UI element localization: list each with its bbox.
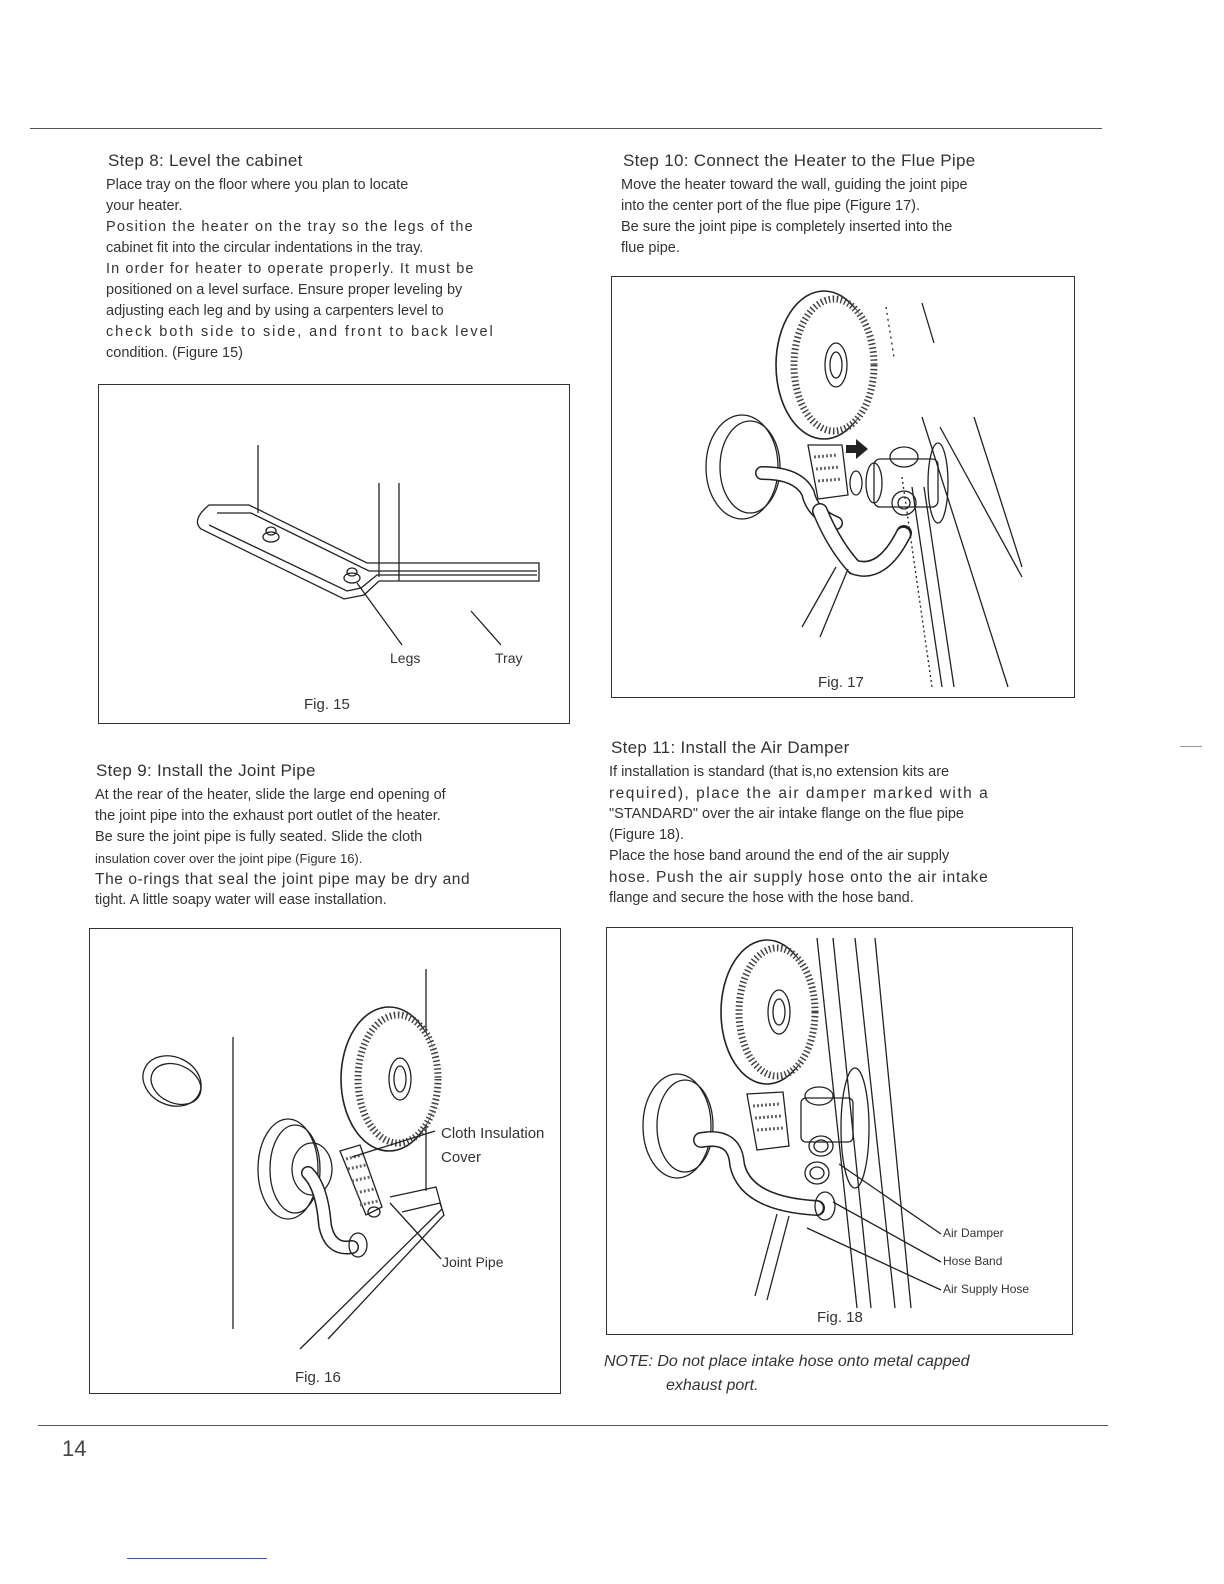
step9-line: the joint pipe into the exhaust port outlet of the heater.	[95, 808, 441, 824]
page-number: 14	[62, 1436, 87, 1461]
footer-link-line	[127, 1558, 267, 1559]
step9-line: tight. A little soapy water will ease installation.	[95, 892, 387, 908]
step9-line: At the rear of the heater, slide the large end opening of	[95, 787, 446, 803]
step8-line: cabinet fit into the circular indentations in the tray.	[106, 240, 424, 256]
fig18-label-band: Hose Band	[943, 1254, 1003, 1268]
step10-line: into the center port of the flue pipe (Figure 17).	[621, 198, 921, 214]
step8-line: In order for heater to operate properly. It must be	[106, 261, 475, 277]
figure-16	[89, 928, 561, 1394]
step9-line: insulation cover over the joint pipe (Figure 16).	[95, 851, 363, 866]
step10-line: Move the heater toward the wall, guiding the joint pipe	[621, 177, 968, 193]
step10-text	[621, 175, 1091, 259]
fig15-drawing	[99, 385, 569, 723]
fig16-drawing	[90, 929, 560, 1393]
step11-heading: Step 11: Install the Air Damper	[611, 738, 850, 757]
step9-line: The o-rings that seal the joint pipe may be dry and	[95, 871, 471, 888]
bottom-rule	[38, 1425, 1108, 1426]
step11-line: "STANDARD" over the air intake flange on the flue pipe	[609, 806, 964, 822]
figure-17	[611, 276, 1075, 698]
fig15-caption: Fig. 15	[304, 696, 350, 713]
side-mark	[1180, 746, 1202, 747]
step8-line: adjusting each leg and by using a carpenters level to	[106, 303, 444, 319]
step11-line: flange and secure the hose with the hose band.	[609, 890, 914, 906]
step8-heading: Step 8: Level the cabinet	[108, 151, 303, 170]
step9-line: Be sure the joint pipe is fully seated. Slide the cloth	[95, 829, 423, 845]
figure-18	[606, 927, 1073, 1335]
top-rule	[30, 128, 1102, 129]
step10-line: flue pipe.	[621, 240, 680, 256]
step11-line: hose. Push the air supply hose onto the air intake	[609, 869, 989, 886]
fig16-label-cloth-2: Cover	[441, 1149, 482, 1166]
fig18-label-hose: Air Supply Hose	[943, 1282, 1030, 1296]
step9-heading: Step 9: Install the Joint Pipe	[96, 761, 316, 780]
step11-text	[609, 762, 1079, 909]
step8-line: check both side to side, and front to back level	[106, 324, 495, 340]
step8-line: your heater.	[106, 198, 183, 214]
step8-line: condition. (Figure 15)	[106, 345, 244, 361]
step11-line: If installation is standard (that is,no extension kits are	[609, 764, 950, 780]
step11-line: required), place the air damper marked with a	[609, 785, 990, 802]
fig18-drawing	[607, 928, 1072, 1334]
step11-line: Place the hose band around the end of the air supply	[609, 848, 950, 864]
step10-line: Be sure the joint pipe is completely inserted into the	[621, 219, 953, 235]
fig15-label-legs: Legs	[390, 650, 421, 666]
step8-line: Place tray on the floor where you plan to locate	[106, 177, 409, 193]
fig18-label-damper: Air Damper	[943, 1226, 1004, 1240]
fig15-label-tray: Tray	[495, 650, 523, 666]
fig17-caption: Fig. 17	[818, 674, 864, 691]
step8-line: Position the heater on the tray so the legs of the	[106, 219, 474, 235]
step8-line: positioned on a level surface. Ensure proper leveling by	[106, 282, 463, 298]
step11-line: (Figure 18).	[609, 827, 684, 843]
fig16-label-joint: Joint Pipe	[442, 1254, 504, 1270]
note-line-1: NOTE: Do not place intake hose onto metal capped	[604, 1353, 970, 1370]
figure-15	[98, 384, 570, 724]
fig16-caption: Fig. 16	[295, 1369, 341, 1386]
note-line-2: exhaust port.	[666, 1377, 759, 1394]
fig17-drawing	[612, 277, 1074, 697]
step9-text	[95, 785, 575, 911]
fig16-label-cloth-1: Cloth Insulation	[441, 1125, 545, 1142]
step10-heading: Step 10: Connect the Heater to the Flue Pipe	[623, 151, 976, 170]
step8-text	[106, 175, 581, 364]
fig18-caption: Fig. 18	[817, 1309, 863, 1326]
